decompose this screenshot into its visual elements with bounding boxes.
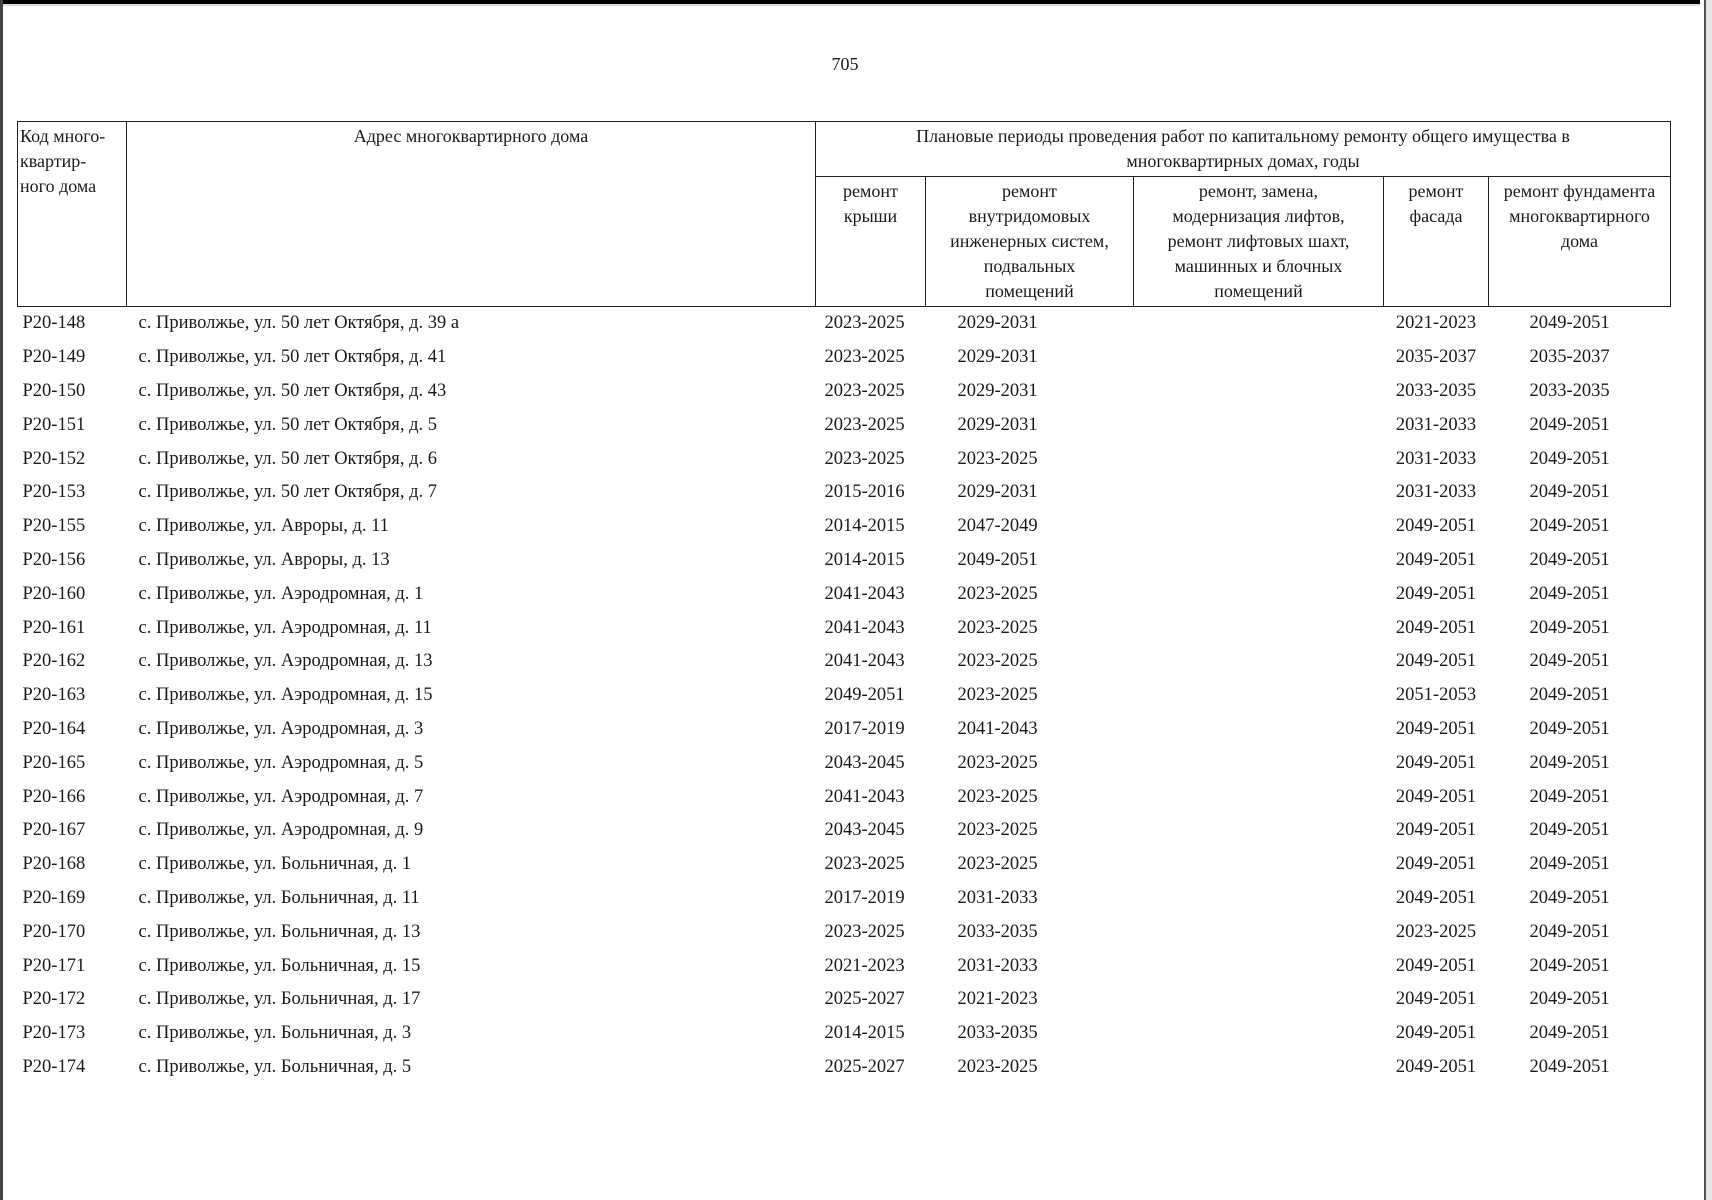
engineering-repair-period-cell: 2023-2025	[957, 651, 1038, 672]
house-code-cell: Р20-160	[22, 583, 86, 604]
table-row	[18, 1051, 1671, 1085]
engineering-repair-period-cell: 2029-2031	[957, 313, 1038, 334]
address-cell: с. Приволжье, ул. 50 лет Октября, д. 39 а	[138, 313, 460, 334]
foundation-repair-period-cell: 2049-2051	[1529, 448, 1610, 469]
table-row	[18, 341, 1671, 375]
house-code-cell: Р20-173	[22, 1023, 86, 1044]
facade-repair-period-cell: 2051-2053	[1395, 685, 1477, 706]
lift-repair-period-cell	[1134, 510, 1384, 544]
house-code-cell: Р20-148	[22, 313, 86, 334]
engineering-repair-period-cell: 2023-2025	[957, 448, 1038, 469]
roof-repair-period-cell: 2043-2045	[824, 752, 905, 773]
engineering-repair-period-cell: 2029-2031	[957, 414, 1038, 435]
roof-repair-period-cell: 2014-2015	[824, 549, 905, 570]
roof-repair-period-cell: 2021-2023	[824, 955, 905, 976]
address-cell: с. Приволжье, ул. Аэродромная, д. 15	[138, 685, 433, 706]
house-code-cell: Р20-161	[22, 617, 86, 638]
engineering-repair-period-cell: 2049-2051	[957, 549, 1038, 570]
engineering-repair-period-cell: 2023-2025	[957, 854, 1038, 875]
address-cell: с. Приволжье, ул. 50 лет Октября, д. 5	[138, 414, 437, 435]
roof-repair-period-cell: 2049-2051	[824, 685, 905, 706]
foundation-repair-period-cell: 2049-2051	[1529, 1056, 1610, 1077]
table-row	[18, 915, 1671, 949]
roof-repair-period-cell: 2025-2027	[824, 1056, 905, 1077]
house-code-cell: Р20-170	[22, 921, 86, 942]
address-cell: с. Приволжье, ул. Аэродромная, д. 7	[138, 786, 424, 807]
facade-repair-period-cell: 2035-2037	[1395, 347, 1477, 368]
foundation-repair-period-cell: 2049-2051	[1529, 549, 1610, 570]
roof-repair-period-cell: 2023-2025	[824, 414, 905, 435]
address-cell: с. Приволжье, ул. Аэродромная, д. 9	[138, 820, 424, 841]
table-row	[18, 307, 1671, 341]
house-code-cell: Р20-169	[22, 887, 86, 908]
foundation-repair-period-cell: 2049-2051	[1529, 651, 1610, 672]
foundation-repair-period-cell: 2049-2051	[1529, 820, 1610, 841]
roof-repair-period-cell: 2017-2019	[824, 718, 905, 739]
address-cell: с. Приволжье, ул. Больничная, д. 3	[138, 1023, 412, 1044]
table-row	[18, 408, 1671, 442]
house-code-cell: Р20-164	[22, 718, 86, 739]
table-body	[18, 307, 1671, 1085]
house-code-cell: Р20-171	[22, 955, 86, 976]
foundation-repair-period-cell: 2049-2051	[1529, 786, 1610, 807]
table-row	[18, 949, 1671, 983]
foundation-repair-period-cell: 2049-2051	[1529, 854, 1610, 875]
table-row	[18, 713, 1671, 747]
lift-repair-period-cell	[1134, 848, 1384, 882]
header-code	[18, 122, 127, 307]
house-code-cell: Р20-172	[22, 989, 86, 1010]
scan-edge-top	[0, 0, 1712, 6]
engineering-repair-period-cell: 2023-2025	[957, 1056, 1038, 1077]
address-cell: с. Приволжье, ул. Больничная, д. 17	[138, 989, 421, 1010]
lift-repair-period-cell	[1134, 408, 1384, 442]
engineering-repair-period-cell: 2023-2025	[957, 752, 1038, 773]
header-foundation-label: ремонт фундамента многоквартирного дома	[1503, 181, 1656, 251]
foundation-repair-period-cell: 2049-2051	[1529, 752, 1610, 773]
table-row	[18, 882, 1671, 916]
facade-repair-period-cell: 2031-2033	[1395, 414, 1477, 435]
facade-repair-period-cell: 2021-2023	[1395, 313, 1477, 334]
foundation-repair-period-cell: 2049-2051	[1529, 617, 1610, 638]
house-code-cell: Р20-150	[22, 380, 86, 401]
lift-repair-period-cell	[1134, 544, 1384, 578]
repair-schedule-table	[17, 121, 1671, 1084]
header-address	[127, 122, 816, 307]
foundation-repair-period-cell: 2049-2051	[1529, 1023, 1610, 1044]
roof-repair-period-cell: 2023-2025	[824, 380, 905, 401]
facade-repair-period-cell: 2049-2051	[1395, 820, 1477, 841]
house-code-cell: Р20-168	[22, 854, 86, 875]
foundation-repair-period-cell: 2049-2051	[1529, 482, 1610, 503]
header-roof-label: ремонт крыши	[843, 181, 898, 226]
engineering-repair-period-cell: 2033-2035	[957, 921, 1038, 942]
header-address-label: Адрес многоквартирного дома	[353, 126, 589, 146]
table-row	[18, 577, 1671, 611]
lift-repair-period-cell	[1134, 341, 1384, 375]
table-row	[18, 780, 1671, 814]
house-code-cell: Р20-167	[22, 820, 86, 841]
facade-repair-period-cell: 2049-2051	[1395, 1023, 1477, 1044]
foundation-repair-period-cell: 2049-2051	[1529, 955, 1610, 976]
address-cell: с. Приволжье, ул. Больничная, д. 15	[138, 955, 421, 976]
foundation-repair-period-cell: 2049-2051	[1529, 989, 1610, 1010]
table-header	[18, 122, 1671, 307]
address-cell: с. Приволжье, ул. Аэродромная, д. 1	[138, 583, 424, 604]
header-planned-periods	[816, 122, 1671, 177]
house-code-cell: Р20-174	[22, 1056, 86, 1077]
lift-repair-period-cell	[1134, 882, 1384, 916]
address-cell: с. Приволжье, ул. Больничная, д. 13	[138, 921, 421, 942]
engineering-repair-period-cell: 2029-2031	[957, 347, 1038, 368]
engineering-repair-period-cell: 2033-2035	[957, 1023, 1038, 1044]
facade-repair-period-cell: 2049-2051	[1395, 651, 1477, 672]
roof-repair-period-cell: 2023-2025	[824, 313, 905, 334]
address-cell: с. Приволжье, ул. Больничная, д. 5	[138, 1056, 412, 1077]
header-engineering	[926, 177, 1134, 307]
engineering-repair-period-cell: 2023-2025	[957, 820, 1038, 841]
scan-edge-right	[1700, 0, 1712, 1200]
facade-repair-period-cell: 2049-2051	[1395, 989, 1477, 1010]
foundation-repair-period-cell: 2049-2051	[1529, 887, 1610, 908]
lift-repair-period-cell	[1134, 780, 1384, 814]
address-cell: с. Приволжье, ул. 50 лет Октября, д. 7	[138, 482, 437, 503]
header-lifts-label: ремонт, замена, модернизация лифтов, ремонт лифтовых шахт, машинных и блочных помещений	[1167, 181, 1350, 301]
engineering-repair-period-cell: 2029-2031	[957, 380, 1038, 401]
facade-repair-period-cell: 2049-2051	[1395, 854, 1477, 875]
engineering-repair-period-cell: 2023-2025	[957, 583, 1038, 604]
roof-repair-period-cell: 2023-2025	[824, 921, 905, 942]
lift-repair-period-cell	[1134, 442, 1384, 476]
address-cell: с. Приволжье, ул. Аэродромная, д. 5	[138, 752, 424, 773]
header-roof	[816, 177, 926, 307]
address-cell: с. Приволжье, ул. Аэродромная, д. 11	[138, 617, 432, 638]
house-code-cell: Р20-165	[22, 752, 86, 773]
roof-repair-period-cell: 2015-2016	[824, 482, 905, 503]
table-row	[18, 476, 1671, 510]
foundation-repair-period-cell: 2049-2051	[1529, 718, 1610, 739]
lift-repair-period-cell	[1134, 713, 1384, 747]
roof-repair-period-cell: 2041-2043	[824, 617, 905, 638]
lift-repair-period-cell	[1134, 375, 1384, 409]
table-row	[18, 679, 1671, 713]
header-planned-periods-label: Плановые периоды проведения работ по капитальному ремонту общего имущества в многоквартирных домах, годы	[916, 126, 1570, 171]
facade-repair-period-cell: 2023-2025	[1395, 921, 1477, 942]
roof-repair-period-cell: 2025-2027	[824, 989, 905, 1010]
lift-repair-period-cell	[1134, 611, 1384, 645]
engineering-repair-period-cell: 2041-2043	[957, 718, 1038, 739]
engineering-repair-period-cell: 2023-2025	[957, 685, 1038, 706]
house-code-cell: Р20-163	[22, 685, 86, 706]
engineering-repair-period-cell: 2031-2033	[957, 887, 1038, 908]
roof-repair-period-cell: 2023-2025	[824, 347, 905, 368]
facade-repair-period-cell: 2049-2051	[1395, 752, 1477, 773]
foundation-repair-period-cell: 2049-2051	[1529, 583, 1610, 604]
table-row	[18, 1017, 1671, 1051]
facade-repair-period-cell: 2049-2051	[1395, 516, 1477, 537]
table-row	[18, 645, 1671, 679]
foundation-repair-period-cell: 2049-2051	[1529, 414, 1610, 435]
roof-repair-period-cell: 2041-2043	[824, 583, 905, 604]
table-row	[18, 814, 1671, 848]
table-row	[18, 442, 1671, 476]
address-cell: с. Приволжье, ул. Больничная, д. 11	[138, 887, 420, 908]
roof-repair-period-cell: 2041-2043	[824, 786, 905, 807]
roof-repair-period-cell: 2014-2015	[824, 516, 905, 537]
address-cell: с. Приволжье, ул. Больничная, д. 1	[138, 854, 412, 875]
roof-repair-period-cell: 2014-2015	[824, 1023, 905, 1044]
facade-repair-period-cell: 2031-2033	[1395, 448, 1477, 469]
facade-repair-period-cell: 2049-2051	[1395, 1056, 1477, 1077]
address-cell: с. Приволжье, ул. 50 лет Октября, д. 43	[138, 380, 447, 401]
address-cell: с. Приволжье, ул. 50 лет Октября, д. 41	[138, 347, 447, 368]
foundation-repair-period-cell: 2033-2035	[1529, 380, 1610, 401]
house-code-cell: Р20-156	[22, 549, 86, 570]
header-code-label: Код много- квартир- ного дома	[20, 126, 106, 196]
lift-repair-period-cell	[1134, 949, 1384, 983]
house-code-cell: Р20-152	[22, 448, 86, 469]
address-cell: с. Приволжье, ул. Авроры, д. 11	[138, 516, 389, 537]
lift-repair-period-cell	[1134, 577, 1384, 611]
table-row	[18, 746, 1671, 780]
facade-repair-period-cell: 2049-2051	[1395, 786, 1477, 807]
facade-repair-period-cell: 2031-2033	[1395, 482, 1477, 503]
foundation-repair-period-cell: 2049-2051	[1529, 516, 1610, 537]
facade-repair-period-cell: 2049-2051	[1395, 617, 1477, 638]
address-cell: с. Приволжье, ул. Аэродромная, д. 3	[138, 718, 424, 739]
facade-repair-period-cell: 2049-2051	[1395, 549, 1477, 570]
lift-repair-period-cell	[1134, 915, 1384, 949]
header-facade	[1384, 177, 1489, 307]
lift-repair-period-cell	[1134, 307, 1384, 341]
roof-repair-period-cell: 2041-2043	[824, 651, 905, 672]
lift-repair-period-cell	[1134, 1017, 1384, 1051]
engineering-repair-period-cell: 2023-2025	[957, 617, 1038, 638]
roof-repair-period-cell: 2043-2045	[824, 820, 905, 841]
table-row	[18, 611, 1671, 645]
lift-repair-period-cell	[1134, 983, 1384, 1017]
roof-repair-period-cell: 2023-2025	[824, 448, 905, 469]
lift-repair-period-cell	[1134, 645, 1384, 679]
engineering-repair-period-cell: 2047-2049	[957, 516, 1038, 537]
header-facade-label: ремонт фасада	[1408, 181, 1464, 226]
house-code-cell: Р20-155	[22, 516, 86, 537]
table-row	[18, 983, 1671, 1017]
header-engineering-label: ремонт внутридомовых инженерных систем, подвальных помещений	[950, 181, 1109, 301]
lift-repair-period-cell	[1134, 679, 1384, 713]
engineering-repair-period-cell: 2023-2025	[957, 786, 1038, 807]
house-code-cell: Р20-149	[22, 347, 86, 368]
page-number: 705	[831, 54, 859, 74]
house-code-cell: Р20-153	[22, 482, 86, 503]
lift-repair-period-cell	[1134, 476, 1384, 510]
facade-repair-period-cell: 2049-2051	[1395, 583, 1477, 604]
address-cell: с. Приволжье, ул. Авроры, д. 13	[138, 549, 390, 570]
facade-repair-period-cell: 2049-2051	[1395, 887, 1477, 908]
foundation-repair-period-cell: 2049-2051	[1529, 313, 1610, 334]
foundation-repair-period-cell: 2049-2051	[1529, 921, 1610, 942]
engineering-repair-period-cell: 2021-2023	[957, 989, 1038, 1010]
facade-repair-period-cell: 2033-2035	[1395, 380, 1477, 401]
roof-repair-period-cell: 2017-2019	[824, 887, 905, 908]
lift-repair-period-cell	[1134, 814, 1384, 848]
table-row	[18, 510, 1671, 544]
header-lifts	[1134, 177, 1384, 307]
engineering-repair-period-cell: 2031-2033	[957, 955, 1038, 976]
lift-repair-period-cell	[1134, 1051, 1384, 1085]
address-cell: с. Приволжье, ул. 50 лет Октября, д. 6	[138, 448, 437, 469]
foundation-repair-period-cell: 2035-2037	[1529, 347, 1610, 368]
engineering-repair-period-cell: 2029-2031	[957, 482, 1038, 503]
header-foundation	[1489, 177, 1671, 307]
house-code-cell: Р20-166	[22, 786, 86, 807]
house-code-cell: Р20-162	[22, 651, 86, 672]
table-row	[18, 848, 1671, 882]
scan-edge-left	[0, 0, 3, 1200]
facade-repair-period-cell: 2049-2051	[1395, 718, 1477, 739]
table-row	[18, 544, 1671, 578]
table-row	[18, 375, 1671, 409]
lift-repair-period-cell	[1134, 746, 1384, 780]
house-code-cell: Р20-151	[22, 414, 86, 435]
roof-repair-period-cell: 2023-2025	[824, 854, 905, 875]
address-cell: с. Приволжье, ул. Аэродромная, д. 13	[138, 651, 433, 672]
foundation-repair-period-cell: 2049-2051	[1529, 685, 1610, 706]
facade-repair-period-cell: 2049-2051	[1395, 955, 1477, 976]
